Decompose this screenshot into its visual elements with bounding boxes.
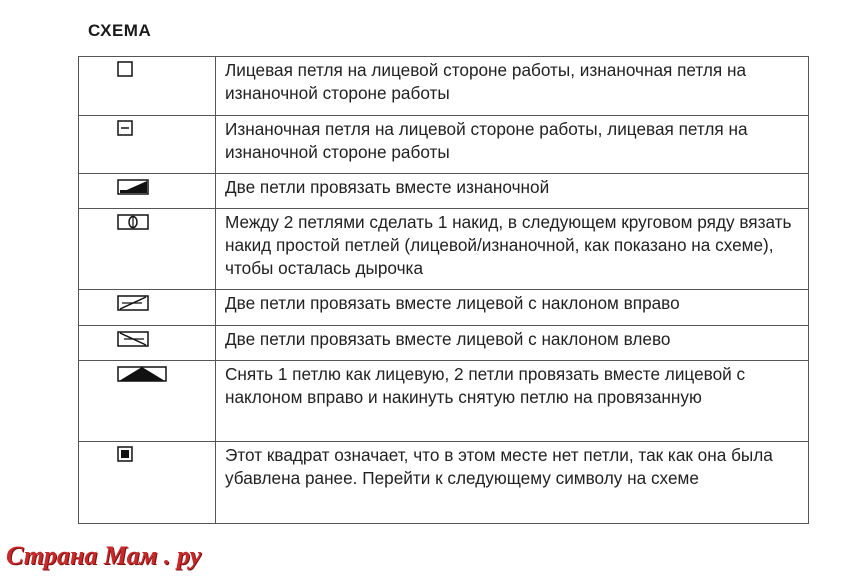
symbol-cell: [79, 174, 216, 209]
legend-row: [79, 174, 809, 209]
row-description: Снять 1 петлю как лицевую, 2 петли провязать вместе лицевой с наклоном вправо и накинуть снятую петлю на провязанную: [216, 361, 809, 442]
slip-knit-pass-over-icon: [117, 366, 167, 382]
legend-row: [79, 57, 809, 116]
row-description: Лицевая петля на лицевой стороне работы, изнаночная петля на изнаночной стороне работы: [216, 57, 809, 116]
knit-two-together-left-icon: [117, 331, 149, 347]
site-watermark: Страна Мам . ру: [6, 541, 202, 570]
purl-two-together-icon: [117, 179, 149, 195]
row-description: Две петли провязать вместе лицевой с наклоном влево: [216, 326, 809, 361]
row-description: Между 2 петлями сделать 1 накид, в следующем круговом ряду вязать накид простой петлей (лицевой/изнаночной, как показано на схеме), чтобы осталась дырочка: [216, 209, 809, 290]
knit-two-together-right-icon: [117, 295, 149, 311]
row-description: Этот квадрат означает, что в этом месте нет петли, так как она была убавлена ранее. Перейти к следующему символу на схеме: [216, 442, 809, 524]
symbol-cell: [79, 209, 216, 290]
knit-stitch-icon: [117, 61, 133, 77]
row-description: Две петли провязать вместе изнаночной: [216, 174, 809, 209]
legend-row: [79, 326, 809, 361]
purl-stitch-icon: [117, 120, 133, 136]
symbol-cell: [79, 361, 216, 442]
legend-row: [79, 290, 809, 326]
legend-row: [79, 361, 809, 442]
legend-title: СХЕМА: [88, 21, 152, 40]
symbol-cell: [79, 442, 216, 524]
no-stitch-icon: [117, 446, 133, 462]
legend-row: [79, 116, 809, 174]
symbol-cell: [79, 290, 216, 326]
yarn-over-icon: [117, 214, 149, 230]
symbol-cell: [79, 326, 216, 361]
symbol-cell: [79, 116, 216, 174]
symbol-cell: [79, 57, 216, 116]
legend-row: [79, 209, 809, 290]
row-description: Изнаночная петля на лицевой стороне работы, лицевая петля на изнаночной стороне работы: [216, 116, 809, 174]
row-description: Две петли провязать вместе лицевой с наклоном вправо: [216, 290, 809, 326]
symbol-legend-table: [78, 56, 809, 524]
legend-row: [79, 442, 809, 524]
